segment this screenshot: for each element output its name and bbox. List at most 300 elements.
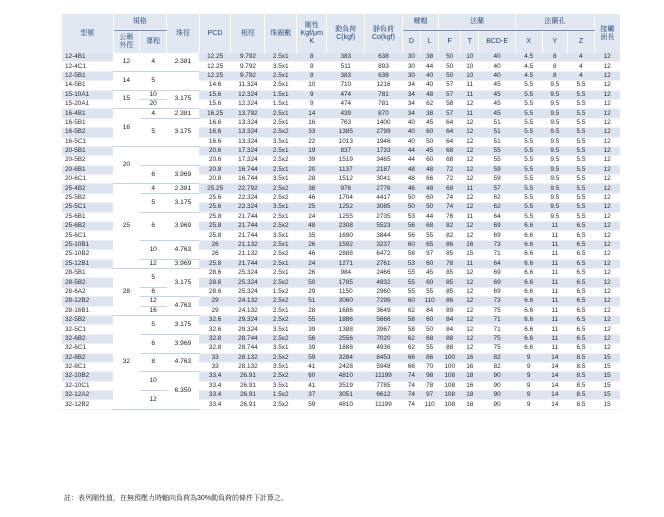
header-nut: 螺帽	[402, 14, 438, 31]
cell-Y: 9.5	[542, 109, 568, 118]
cell-Z: 8.5	[568, 372, 595, 381]
cell-root-dia: 26.91	[231, 400, 265, 409]
cell-rigidity: 41	[297, 362, 327, 371]
cell-F: 100	[439, 353, 461, 362]
cell-S: 12	[594, 53, 620, 62]
cell-X: 5.5	[515, 137, 542, 146]
cell-F: 50	[439, 62, 461, 71]
cell-bcd: 71	[479, 315, 515, 324]
cell-dyn-load: 1137	[327, 165, 365, 174]
cell-Z: 5.5	[568, 212, 595, 221]
cell-L: 55	[421, 344, 439, 353]
cell-dyn-load: 1785	[327, 278, 365, 287]
cell-ball-dia: 3.175	[167, 193, 200, 212]
cell-static-load: 2799	[365, 128, 403, 137]
cell-ball-dia: 2.381	[167, 109, 200, 118]
cell-rigidity: 9	[297, 62, 327, 71]
cell-D: 74	[402, 400, 420, 409]
cell-bcd: 64	[479, 259, 515, 268]
cell-pcd: 28.6	[199, 287, 231, 296]
cell-F: 108	[439, 400, 461, 409]
cell-S: 12	[594, 71, 620, 80]
cell-X: 9	[515, 372, 542, 381]
cell-F: 76	[439, 212, 461, 221]
cell-lead: 12	[140, 297, 167, 306]
cell-L: 84	[421, 306, 439, 315]
cell-bcd: 69	[479, 268, 515, 277]
cell-T: 12	[461, 146, 479, 155]
cell-circuits: 2.5x2	[265, 334, 297, 343]
cell-T: 12	[461, 118, 479, 127]
cell-model: 12-4B1	[62, 53, 113, 62]
cell-F: 85	[439, 250, 461, 259]
cell-L: 48	[421, 90, 439, 99]
cell-X: 9	[515, 362, 542, 371]
cell-ball-dia: 3.175	[167, 268, 200, 296]
cell-Y: 9.5	[542, 118, 568, 127]
cell-F: 108	[439, 391, 461, 400]
cell-dyn-load: 1271	[327, 259, 365, 268]
cell-dyn-load: 439	[327, 109, 365, 118]
cell-model: 25-5C1	[62, 203, 113, 212]
cell-static-load: 6472	[365, 250, 403, 259]
header-model: 型號	[62, 14, 113, 53]
cell-X: 5.5	[515, 165, 542, 174]
cell-X: 5.5	[515, 212, 542, 221]
cell-lead: 12	[140, 259, 167, 268]
cell-static-load: 2776	[365, 184, 403, 193]
cell-circuits: 2.5x2	[265, 193, 297, 202]
cell-L: 55	[421, 287, 439, 296]
cell-bcd: 90	[479, 391, 515, 400]
cell-dyn-load: 710	[327, 81, 365, 90]
cell-static-load: 3237	[365, 240, 403, 249]
cell-circuits: 2.5x1	[265, 118, 297, 127]
cell-circuits: 2.5x2	[265, 184, 297, 193]
cell-D: 60	[402, 240, 420, 249]
cell-root-dia: 28.132	[231, 362, 265, 371]
cell-rigidity: 33	[297, 128, 327, 137]
cell-S: 12	[594, 118, 620, 127]
cell-rigidity: 8	[297, 71, 327, 80]
cell-S: 15	[594, 362, 620, 371]
cell-lead: 5	[140, 193, 167, 212]
cell-model: 25-6B2	[62, 222, 113, 231]
cell-root-dia: 9.792	[231, 62, 265, 71]
cell-rigidity: 9	[297, 90, 327, 99]
cell-circuits: 2.5x2	[265, 400, 297, 409]
cell-pcd: 12.25	[199, 62, 231, 71]
cell-lead: 10	[140, 372, 167, 391]
cell-rigidity: 26	[297, 240, 327, 249]
cell-model: 12-5B1	[62, 71, 113, 80]
header-spec: 規格	[113, 14, 166, 31]
cell-bcd: 75	[479, 306, 515, 315]
cell-Z: 5.5	[568, 128, 595, 137]
cell-lead: 6	[140, 287, 167, 296]
cell-D: 40	[402, 128, 420, 137]
cell-D: 44	[402, 156, 420, 165]
cell-S: 12	[594, 325, 620, 334]
cell-dyn-load: 4810	[327, 372, 365, 381]
cell-rigidity: 48	[297, 222, 327, 231]
cell-model: 16-5B1	[62, 118, 113, 127]
cell-S: 12	[594, 62, 620, 71]
cell-bcd: 55	[479, 156, 515, 165]
cell-pcd: 29	[199, 297, 231, 306]
cell-circuits: 2.5x2	[265, 250, 297, 259]
cell-F: 69	[439, 184, 461, 193]
cell-circuits: 1.5x1	[265, 99, 297, 108]
cell-F: 64	[439, 137, 461, 146]
cell-dyn-load: 1704	[327, 193, 365, 202]
cell-circuits: 2.5x1	[265, 240, 297, 249]
cell-rigidity: 10	[297, 81, 327, 90]
cell-F: 72	[439, 175, 461, 184]
cell-T: 12	[461, 287, 479, 296]
cell-bcd: 45	[479, 81, 515, 90]
cell-circuits: 2.5x1	[265, 259, 297, 268]
cell-pcd: 25.6	[199, 193, 231, 202]
cell-T: 12	[461, 156, 479, 165]
cell-L: 45	[421, 268, 439, 277]
cell-L: 62	[421, 99, 439, 108]
cell-static-load: 3649	[365, 306, 403, 315]
cell-od: 20	[113, 146, 140, 184]
cell-X: 9	[515, 381, 542, 390]
cell-X: 5.5	[515, 146, 542, 155]
cell-Z: 5.5	[568, 184, 595, 193]
cell-model: 32-12A2	[62, 391, 113, 400]
cell-circuits: 3.5x1	[265, 381, 297, 390]
cell-F: 74	[439, 193, 461, 202]
cell-Z: 8.5	[568, 391, 595, 400]
cell-root-dia: 25.324	[231, 268, 265, 277]
cell-Z: 5.5	[568, 193, 595, 202]
cell-F: 58	[439, 99, 461, 108]
cell-L: 60	[421, 278, 439, 287]
cell-L: 44	[421, 62, 439, 71]
cell-pcd: 20.8	[199, 175, 231, 184]
table-row	[62, 146, 620, 155]
cell-root-dia: 11.324	[231, 81, 265, 90]
cell-pcd: 16.6	[199, 128, 231, 137]
cell-od: 28	[113, 268, 140, 315]
cell-T: 18	[461, 372, 479, 381]
cell-Z: 6.5	[568, 297, 595, 306]
header-circuits: 珠圈數	[265, 14, 297, 53]
table-row	[62, 268, 620, 277]
table-row	[62, 165, 620, 174]
header-BCD: BCD-E	[479, 31, 515, 54]
cell-S: 12	[594, 203, 620, 212]
cell-lead: 6	[140, 165, 167, 184]
cell-X: 6.6	[515, 315, 542, 324]
cell-pcd: 33.4	[199, 381, 231, 390]
cell-T: 12	[461, 325, 479, 334]
cell-F: 82	[439, 231, 461, 240]
cell-rigidity: 51	[297, 297, 327, 306]
cell-root-dia: 22.324	[231, 203, 265, 212]
cell-F: 85	[439, 278, 461, 287]
cell-T: 12	[461, 99, 479, 108]
cell-circuits: 2.5x1	[265, 146, 297, 155]
cell-D: 58	[402, 315, 420, 324]
cell-bcd: 73	[479, 240, 515, 249]
cell-dyn-load: 3284	[327, 353, 365, 362]
cell-pcd: 28.6	[199, 268, 231, 277]
cell-X: 6.6	[515, 306, 542, 315]
cell-D: 34	[402, 99, 420, 108]
cell-L: 97	[421, 391, 439, 400]
cell-dyn-load: 474	[327, 90, 365, 99]
cell-lead: 4	[140, 184, 167, 193]
cell-model: 25-10B2	[62, 250, 113, 259]
cell-root-dia: 22.324	[231, 193, 265, 202]
cell-pcd: 15.6	[199, 90, 231, 99]
cell-Z: 6.5	[568, 315, 595, 324]
cell-static-load: 2466	[365, 268, 403, 277]
cell-T: 11	[461, 184, 479, 193]
cell-od: 25	[113, 184, 140, 269]
cell-Y: 9.5	[542, 81, 568, 90]
cell-T: 18	[461, 391, 479, 400]
cell-Z: 5.5	[568, 109, 595, 118]
cell-D: 50	[402, 203, 420, 212]
cell-bcd: 82	[479, 362, 515, 371]
cell-Z: 6.5	[568, 259, 595, 268]
cell-X: 6.6	[515, 259, 542, 268]
spec-table-container	[62, 14, 620, 410]
header-nominal-od: 公稱 外徑	[113, 31, 140, 54]
cell-rigidity: 39	[297, 325, 327, 334]
cell-circuits: 2.5x1	[265, 306, 297, 315]
cell-od: 32	[113, 315, 140, 409]
footnote: 註：表列剛性值，在無預壓力時軸向負荷為30%動負荷的條件下計算之。	[64, 495, 289, 502]
cell-model: 25-12B1	[62, 259, 113, 268]
cell-rigidity: 60	[297, 372, 327, 381]
cell-lead: 10	[140, 240, 167, 259]
cell-bcd: 45	[479, 90, 515, 99]
cell-rigidity: 37	[297, 391, 327, 400]
cell-D: 56	[402, 231, 420, 240]
cell-root-dia: 17.324	[231, 156, 265, 165]
cell-D: 66	[402, 362, 420, 371]
cell-Y: 11	[542, 306, 568, 315]
cell-Y: 9.5	[542, 90, 568, 99]
cell-T: 18	[461, 400, 479, 409]
cell-ball-dia: 2.381	[167, 53, 200, 71]
cell-X: 6.6	[515, 287, 542, 296]
cell-model: 16-5C1	[62, 137, 113, 146]
cell-bcd: 75	[479, 334, 515, 343]
cell-pcd: 26	[199, 240, 231, 249]
cell-F: 108	[439, 372, 461, 381]
cell-ball-dia: 2.381	[167, 184, 200, 193]
cell-static-load: 1216	[365, 81, 403, 90]
cell-static-load: 2187	[365, 165, 403, 174]
table-row	[62, 109, 620, 118]
cell-pcd: 16.25	[199, 109, 231, 118]
cell-static-load: 11199	[365, 372, 403, 381]
cell-model: 28-5B2	[62, 278, 113, 287]
cell-X: 5.5	[515, 118, 542, 127]
cell-static-load: 7299	[365, 297, 403, 306]
cell-ball-dia: 3.969	[167, 212, 200, 240]
cell-F: 85	[439, 287, 461, 296]
cell-pcd: 25.6	[199, 203, 231, 212]
cell-rigidity: 16	[297, 118, 327, 127]
cell-F: 88	[439, 344, 461, 353]
cell-model: 15-10A1	[62, 90, 113, 99]
table-row	[62, 71, 620, 80]
cell-root-dia: 21.744	[231, 212, 265, 221]
cell-lead: 16	[140, 306, 167, 315]
table-row	[62, 297, 620, 306]
cell-D: 56	[402, 222, 420, 231]
cell-root-dia: 16.744	[231, 165, 265, 174]
cell-T: 12	[461, 297, 479, 306]
cell-Y: 11	[542, 344, 568, 353]
header-contact-face: 接觸 面長	[594, 14, 620, 53]
cell-T: 12	[461, 128, 479, 137]
header-lead: 導程	[140, 31, 167, 54]
cell-static-load: 893	[365, 62, 403, 71]
cell-D: 55	[402, 278, 420, 287]
cell-D: 34	[402, 90, 420, 99]
cell-D: 53	[402, 212, 420, 221]
cell-Z: 6.5	[568, 306, 595, 315]
cell-Y: 9.5	[542, 128, 568, 137]
cell-pcd: 32.8	[199, 344, 231, 353]
cell-root-dia: 26.91	[231, 372, 265, 381]
cell-Z: 8.5	[568, 362, 595, 371]
cell-root-dia: 29.324	[231, 325, 265, 334]
cell-L: 66	[421, 175, 439, 184]
cell-D: 62	[402, 334, 420, 343]
cell-dyn-load: 1013	[327, 137, 365, 146]
cell-D: 46	[402, 184, 420, 193]
cell-Y: 9.5	[542, 184, 568, 193]
cell-T: 11	[461, 259, 479, 268]
cell-static-load: 4932	[365, 278, 403, 287]
cell-Z: 5.5	[568, 81, 595, 90]
cell-circuits: 2.5x2	[265, 315, 297, 324]
cell-F: 64	[439, 128, 461, 137]
header-F: F	[439, 31, 461, 54]
cell-model: 25-6C1	[62, 231, 113, 240]
cell-Y: 11	[542, 268, 568, 277]
cell-Y: 11	[542, 278, 568, 287]
cell-T: 12	[461, 268, 479, 277]
cell-model: 32-5B2	[62, 315, 113, 324]
cell-Y: 11	[542, 334, 568, 343]
cell-L: 60	[421, 128, 439, 137]
cell-lead: 4	[140, 53, 167, 71]
cell-F: 50	[439, 71, 461, 80]
cell-X: 5.5	[515, 99, 542, 108]
cell-dyn-load: 984	[327, 268, 365, 277]
cell-X: 6.6	[515, 268, 542, 277]
cell-bcd: 82	[479, 353, 515, 362]
header-L: L	[421, 31, 439, 54]
cell-lead	[140, 146, 167, 165]
cell-D: 30	[402, 53, 420, 62]
cell-dyn-load: 1385	[327, 128, 365, 137]
cell-pcd: 25.8	[199, 212, 231, 221]
cell-model: 28-16B1	[62, 306, 113, 315]
cell-L: 98	[421, 372, 439, 381]
cell-X: 5.5	[515, 156, 542, 165]
header-ball-dia: 珠徑	[167, 14, 200, 53]
cell-bcd: 59	[479, 175, 515, 184]
cell-rigidity: 26	[297, 268, 327, 277]
cell-model: 32-8C1	[62, 362, 113, 371]
cell-model: 14-5B1	[62, 81, 113, 90]
cell-D: 30	[402, 62, 420, 71]
cell-F: 57	[439, 90, 461, 99]
table-row	[62, 99, 620, 108]
cell-root-dia: 25.324	[231, 287, 265, 296]
cell-Y: 14	[542, 372, 568, 381]
cell-circuits: 1.5x1	[265, 90, 297, 99]
cell-pcd: 16.6	[199, 137, 231, 146]
cell-circuits: 2.5x2	[265, 278, 297, 287]
cell-rigidity: 9	[297, 99, 327, 108]
cell-ball-dia: 4.763	[167, 240, 200, 259]
cell-F: 88	[439, 334, 461, 343]
cell-Z: 6.5	[568, 325, 595, 334]
cell-lead: 5	[140, 71, 167, 90]
cell-dyn-load: 474	[327, 99, 365, 108]
cell-T: 12	[461, 193, 479, 202]
table-row	[62, 184, 620, 193]
cell-Z: 6.5	[568, 240, 595, 249]
cell-root-dia: 29.324	[231, 315, 265, 324]
cell-X: 5.5	[515, 184, 542, 193]
cell-root-dia: 21.132	[231, 250, 265, 259]
cell-X: 6.6	[515, 231, 542, 240]
cell-X: 9	[515, 391, 542, 400]
cell-pcd: 20.6	[199, 156, 231, 165]
cell-model: 28-5B1	[62, 268, 113, 277]
cell-pcd: 16.6	[199, 118, 231, 127]
cell-circuits: 2.5x2	[265, 222, 297, 231]
cell-lead: 12	[140, 391, 167, 410]
cell-D: 55	[402, 287, 420, 296]
table-row	[62, 118, 620, 127]
cell-pcd: 20.6	[199, 146, 231, 155]
cell-static-load: 1400	[365, 118, 403, 127]
cell-dyn-load: 3060	[327, 297, 365, 306]
cell-X: 9	[515, 400, 542, 409]
cell-model: 32-6C1	[62, 344, 113, 353]
cell-rigidity: 19	[297, 146, 327, 155]
cell-rigidity: 39	[297, 156, 327, 165]
cell-bcd: 69	[479, 222, 515, 231]
cell-static-load: 5666	[365, 315, 403, 324]
cell-static-load: 3844	[365, 231, 403, 240]
cell-root-dia: 13.324	[231, 118, 265, 127]
cell-F: 100	[439, 362, 461, 371]
cell-S: 12	[594, 306, 620, 315]
cell-Z: 6.5	[568, 250, 595, 259]
cell-S: 12	[594, 268, 620, 277]
cell-S: 12	[594, 334, 620, 343]
cell-Z: 4	[568, 71, 595, 80]
cell-F: 108	[439, 381, 461, 390]
cell-dyn-load: 383	[327, 71, 365, 80]
